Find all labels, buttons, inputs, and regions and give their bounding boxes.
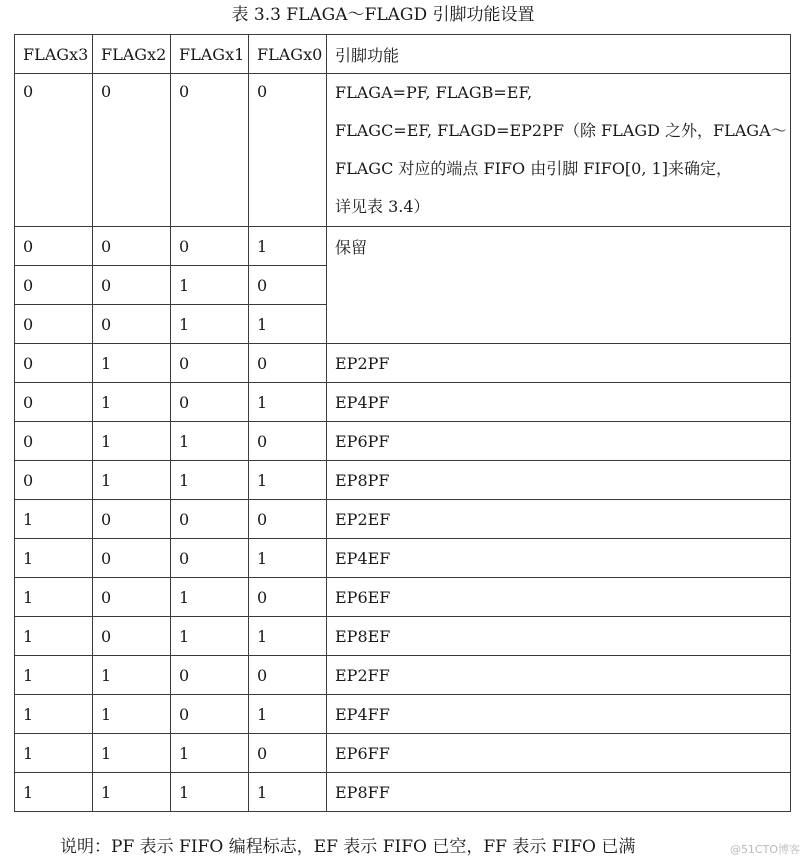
bit-flagx3: 1	[15, 656, 93, 695]
table-row	[15, 461, 791, 500]
bit-flagx2: 0	[93, 500, 171, 539]
header-flagx2: FLAGx2	[93, 35, 171, 74]
bit-flagx3: 0	[15, 344, 93, 383]
bit-flagx1: 1	[171, 305, 249, 344]
bit-flagx2: 1	[93, 422, 171, 461]
table-row	[15, 578, 791, 617]
bit-flagx2: 0	[93, 578, 171, 617]
flag-pin-function-table	[14, 34, 791, 812]
pin-function: EP6PF	[327, 422, 791, 461]
function-line: FLAGA=PF, FLAGB=EF,	[335, 83, 533, 102]
bit-flagx1: 1	[171, 266, 249, 305]
bit-flagx1: 0	[171, 227, 249, 266]
bit-flagx2: 0	[93, 617, 171, 656]
table-row	[15, 656, 791, 695]
table-row	[15, 617, 791, 656]
bit-flagx0: 0	[249, 500, 327, 539]
bit-flagx0: 0	[249, 422, 327, 461]
bit-flagx0: 1	[249, 617, 327, 656]
bit-flagx2: 0	[93, 305, 171, 344]
header-flagx0: FLAGx0	[249, 35, 327, 74]
bit-flagx0: 1	[249, 773, 327, 812]
bit-flagx3: 0	[15, 422, 93, 461]
bit-flagx2: 0	[93, 74, 171, 227]
bit-flagx2: 1	[93, 383, 171, 422]
bit-flagx2: 0	[93, 539, 171, 578]
bit-flagx3: 0	[15, 383, 93, 422]
bit-flagx0: 0	[249, 74, 327, 227]
header-row	[15, 35, 791, 74]
bit-flagx0: 1	[249, 461, 327, 500]
bit-flagx0: 1	[249, 695, 327, 734]
bit-flagx1: 0	[171, 344, 249, 383]
bit-flagx1: 1	[171, 617, 249, 656]
pin-function: EP2PF	[327, 344, 791, 383]
bit-flagx1: 0	[171, 383, 249, 422]
bit-flagx2: 1	[93, 734, 171, 773]
bit-flagx2: 1	[93, 461, 171, 500]
table-row	[15, 422, 791, 461]
bit-flagx1: 0	[171, 656, 249, 695]
bit-flagx0: 0	[249, 266, 327, 305]
function-line: FLAGC=EF, FLAGD=EP2PF（除 FLAGD 之外，FLAGA～	[335, 121, 787, 140]
table-row	[15, 773, 791, 812]
bit-flagx2: 1	[93, 656, 171, 695]
bit-flagx1: 1	[171, 461, 249, 500]
table-row	[15, 383, 791, 422]
bit-flagx2: 1	[93, 695, 171, 734]
watermark: @51CTO博客	[729, 843, 800, 856]
bit-flagx1: 0	[171, 539, 249, 578]
pin-function: EP8PF	[327, 461, 791, 500]
header-pin-function: 引脚功能	[327, 35, 791, 74]
table-row	[15, 695, 791, 734]
table-row	[15, 344, 791, 383]
bit-flagx0: 0	[249, 578, 327, 617]
function-line: FLAGC 对应的端点 FIFO 由引脚 FIFO[0, 1]来确定，	[335, 159, 732, 178]
table-caption: 表 3.3 FLAGA～FLAGD 引脚功能设置	[231, 5, 535, 25]
header-flagx1: FLAGx1	[171, 35, 249, 74]
bit-flagx0: 1	[249, 383, 327, 422]
pin-function: EP2EF	[327, 500, 791, 539]
pin-function: EP8FF	[327, 773, 791, 812]
bit-flagx1: 1	[171, 578, 249, 617]
pin-function: EP6EF	[327, 578, 791, 617]
pin-function: EP4FF	[327, 695, 791, 734]
table-row	[15, 734, 791, 773]
table-note: 说明：PF 表示 FIFO 编程标志，EF 表示 FIFO 已空，FF 表示 FIFO 已满	[60, 837, 636, 857]
pin-function-default	[327, 74, 791, 227]
bit-flagx3: 1	[15, 578, 93, 617]
bit-flagx1: 1	[171, 734, 249, 773]
bit-flagx2: 1	[93, 773, 171, 812]
pin-function-reserved: 保留	[327, 227, 791, 344]
pin-function: EP4PF	[327, 383, 791, 422]
table-row	[15, 500, 791, 539]
bit-flagx0: 0	[249, 344, 327, 383]
bit-flagx1: 0	[171, 500, 249, 539]
bit-flagx1: 1	[171, 773, 249, 812]
pin-function: EP8EF	[327, 617, 791, 656]
bit-flagx0: 0	[249, 656, 327, 695]
bit-flagx0: 1	[249, 305, 327, 344]
bit-flagx1: 1	[171, 422, 249, 461]
table-row	[15, 227, 791, 266]
bit-flagx1: 0	[171, 74, 249, 227]
bit-flagx2: 0	[93, 266, 171, 305]
bit-flagx3: 1	[15, 539, 93, 578]
table-row	[15, 539, 791, 578]
bit-flagx3: 0	[15, 305, 93, 344]
bit-flagx1: 0	[171, 695, 249, 734]
pin-function: EP6FF	[327, 734, 791, 773]
bit-flagx0: 1	[249, 227, 327, 266]
bit-flagx3: 0	[15, 227, 93, 266]
table-row	[15, 74, 791, 227]
pin-function: EP4EF	[327, 539, 791, 578]
bit-flagx3: 1	[15, 617, 93, 656]
bit-flagx2: 1	[93, 344, 171, 383]
bit-flagx3: 0	[15, 74, 93, 227]
bit-flagx2: 0	[93, 227, 171, 266]
bit-flagx0: 1	[249, 539, 327, 578]
header-flagx3: FLAGx3	[15, 35, 93, 74]
pin-function: EP2FF	[327, 656, 791, 695]
bit-flagx0: 0	[249, 734, 327, 773]
bit-flagx3: 1	[15, 695, 93, 734]
function-line: 详见表 3.4）	[335, 197, 430, 216]
bit-flagx3: 1	[15, 500, 93, 539]
bit-flagx3: 0	[15, 461, 93, 500]
bit-flagx3: 0	[15, 266, 93, 305]
bit-flagx3: 1	[15, 773, 93, 812]
bit-flagx3: 1	[15, 734, 93, 773]
